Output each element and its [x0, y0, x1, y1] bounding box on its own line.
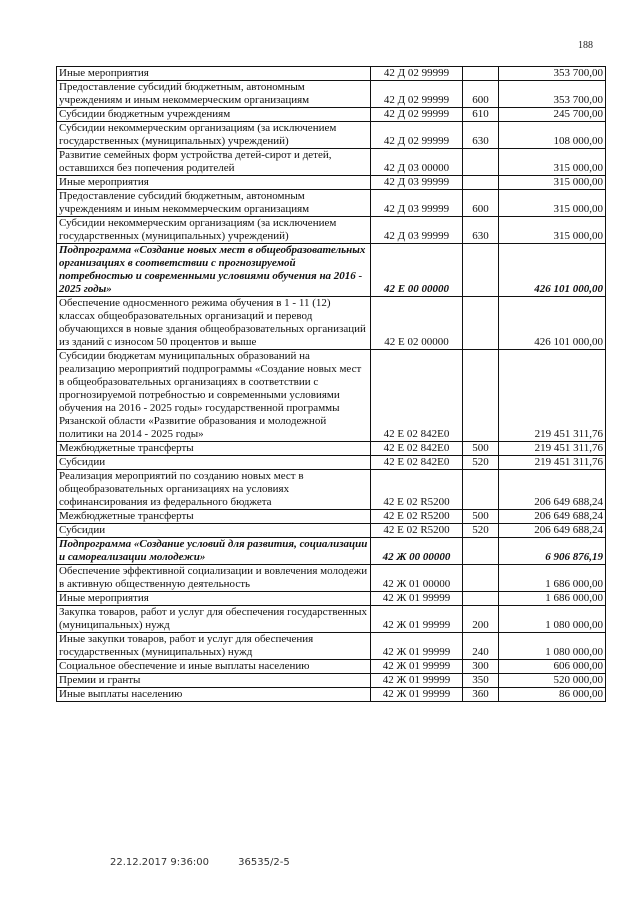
table-row — [57, 633, 606, 660]
table-row — [57, 149, 606, 176]
row-target-code-cell: 42 Ж 01 99999 — [371, 606, 463, 633]
row-expense-type-cell: 630 — [463, 217, 499, 244]
table-row — [57, 442, 606, 456]
row-amount-cell: 206 649 688,24 — [499, 510, 606, 524]
table-row — [57, 524, 606, 538]
row-target-code-cell: 42 Д 02 99999 — [371, 108, 463, 122]
table-row — [57, 297, 606, 350]
table-row — [57, 592, 606, 606]
row-target-code-cell: 42 Е 02 R5200 — [371, 470, 463, 510]
row-amount-cell: 219 451 311,76 — [499, 456, 606, 470]
table-row — [57, 538, 606, 565]
row-expense-type-cell — [463, 565, 499, 592]
row-target-code-cell: 42 Д 02 99999 — [371, 81, 463, 108]
table-row — [57, 688, 606, 702]
row-name-cell: Субсидии некоммерческим организациям (за исключением государственных (муниципальных) учреждений) — [57, 122, 371, 149]
row-expense-type-cell: 600 — [463, 81, 499, 108]
table-row — [57, 674, 606, 688]
row-name-cell: Субсидии бюджетным учреждениям — [57, 108, 371, 122]
row-amount-cell: 206 649 688,24 — [499, 470, 606, 510]
row-amount-cell: 219 451 311,76 — [499, 350, 606, 442]
row-name-cell: Иные закупки товаров, работ и услуг для обеспечения государственных (муниципальных) нужд — [57, 633, 371, 660]
table-row — [57, 217, 606, 244]
row-expense-type-cell: 500 — [463, 442, 499, 456]
row-name-cell: Предоставление субсидий бюджетным, автономным учреждениям и иным некоммерческим организациям — [57, 190, 371, 217]
row-amount-cell: 1 686 000,00 — [499, 592, 606, 606]
row-expense-type-cell — [463, 149, 499, 176]
row-target-code-cell: 42 Д 03 99999 — [371, 190, 463, 217]
row-amount-cell: 426 101 000,00 — [499, 244, 606, 297]
row-expense-type-cell — [463, 67, 499, 81]
row-name-cell: Иные мероприятия — [57, 176, 371, 190]
document-footer — [110, 857, 290, 868]
row-expense-type-cell: 520 — [463, 524, 499, 538]
table-row — [57, 122, 606, 149]
table-row — [57, 108, 606, 122]
row-name-cell: Субсидии некоммерческим организациям (за исключением государственных (муниципальных) учреждений) — [57, 217, 371, 244]
row-expense-type-cell: 200 — [463, 606, 499, 633]
row-expense-type-cell: 500 — [463, 510, 499, 524]
row-target-code-cell: 42 Е 02 842Е0 — [371, 442, 463, 456]
row-amount-cell: 219 451 311,76 — [499, 442, 606, 456]
row-name-cell: Иные мероприятия — [57, 67, 371, 81]
row-name-cell: Межбюджетные трансферты — [57, 510, 371, 524]
table-row — [57, 660, 606, 674]
row-target-code-cell: 42 Ж 01 99999 — [371, 688, 463, 702]
row-target-code-cell: 42 Ж 00 00000 — [371, 538, 463, 565]
row-expense-type-cell — [463, 297, 499, 350]
row-amount-cell: 245 700,00 — [499, 108, 606, 122]
row-name-cell: Развитие семейных форм устройства детей-сирот и детей, оставшихся без попечения родителей — [57, 149, 371, 176]
row-expense-type-cell: 300 — [463, 660, 499, 674]
row-name-cell: Иные мероприятия — [57, 592, 371, 606]
table-row — [57, 176, 606, 190]
row-amount-cell: 206 649 688,24 — [499, 524, 606, 538]
row-name-cell: Премии и гранты — [57, 674, 371, 688]
table-row — [57, 350, 606, 442]
row-name-cell: Подпрограмма «Создание новых мест в общеобразовательных организациях в соответствии с прогнозируемой потребностью и современными условиями обучения на 2016 - 2025 годы» — [57, 244, 371, 297]
row-target-code-cell: 42 Е 00 00000 — [371, 244, 463, 297]
row-name-cell: Закупка товаров, работ и услуг для обеспечения государственных (муниципальных) нужд — [57, 606, 371, 633]
table-row — [57, 470, 606, 510]
row-name-cell: Межбюджетные трансферты — [57, 442, 371, 456]
row-target-code-cell: 42 Ж 01 00000 — [371, 565, 463, 592]
row-target-code-cell: 42 Д 03 99999 — [371, 217, 463, 244]
table-row — [57, 81, 606, 108]
row-target-code-cell: 42 Д 02 99999 — [371, 122, 463, 149]
footer-timestamp: 22.12.2017 9:36:00 — [110, 857, 209, 868]
row-name-cell: Субсидии — [57, 456, 371, 470]
row-expense-type-cell: 610 — [463, 108, 499, 122]
row-amount-cell: 1 080 000,00 — [499, 633, 606, 660]
row-target-code-cell: 42 Е 02 842Е0 — [371, 456, 463, 470]
row-amount-cell: 86 000,00 — [499, 688, 606, 702]
row-expense-type-cell — [463, 176, 499, 190]
row-expense-type-cell: 630 — [463, 122, 499, 149]
row-target-code-cell: 42 Д 02 99999 — [371, 67, 463, 81]
budget-table-body — [57, 67, 606, 702]
row-target-code-cell: 42 Ж 01 99999 — [371, 660, 463, 674]
row-expense-type-cell: 600 — [463, 190, 499, 217]
row-name-cell: Социальное обеспечение и иные выплаты населению — [57, 660, 371, 674]
table-row — [57, 190, 606, 217]
row-amount-cell: 1 686 000,00 — [499, 565, 606, 592]
row-name-cell: Обеспечение односменного режима обучения в 1 - 11 (12) классах общеобразовательных организаций и перевод обучающихся в новые здания общеобразовательных организаций из зданий с износом 50 процентов и выше — [57, 297, 371, 350]
table-row — [57, 565, 606, 592]
table-row — [57, 244, 606, 297]
row-expense-type-cell: 520 — [463, 456, 499, 470]
row-expense-type-cell — [463, 350, 499, 442]
row-name-cell: Иные выплаты населению — [57, 688, 371, 702]
row-name-cell: Субсидии — [57, 524, 371, 538]
row-amount-cell: 315 000,00 — [499, 176, 606, 190]
row-amount-cell: 6 906 876,19 — [499, 538, 606, 565]
footer-document-code: 36535/2-5 — [238, 857, 290, 868]
row-amount-cell: 353 700,00 — [499, 67, 606, 81]
row-amount-cell: 1 080 000,00 — [499, 606, 606, 633]
budget-table — [56, 66, 606, 702]
row-target-code-cell: 42 Е 02 R5200 — [371, 510, 463, 524]
table-row — [57, 67, 606, 81]
row-amount-cell: 315 000,00 — [499, 149, 606, 176]
row-name-cell: Предоставление субсидий бюджетным, автономным учреждениям и иным некоммерческим организациям — [57, 81, 371, 108]
row-name-cell: Субсидии бюджетам муниципальных образований на реализацию мероприятий подпрограммы «Создание новых мест в общеобразовательных организациях в соответствии с прогнозируемой потребностью и современными условиями обучения на 2016 - 2025 годы» государственной программы Рязанской области «Развитие образования и молодежной политики на 2014 - 2025 годы» — [57, 350, 371, 442]
row-expense-type-cell: 360 — [463, 688, 499, 702]
row-name-cell: Обеспечение эффективной социализации и вовлечения молодежи в активную общественную деятельность — [57, 565, 371, 592]
row-target-code-cell: 42 Д 03 00000 — [371, 149, 463, 176]
row-expense-type-cell — [463, 538, 499, 565]
table-row — [57, 456, 606, 470]
row-expense-type-cell: 240 — [463, 633, 499, 660]
row-amount-cell: 520 000,00 — [499, 674, 606, 688]
row-amount-cell: 315 000,00 — [499, 190, 606, 217]
row-target-code-cell: 42 Ж 01 99999 — [371, 674, 463, 688]
row-amount-cell: 108 000,00 — [499, 122, 606, 149]
row-expense-type-cell — [463, 592, 499, 606]
row-target-code-cell: 42 Е 02 00000 — [371, 297, 463, 350]
row-target-code-cell: 42 Д 03 99999 — [371, 176, 463, 190]
row-target-code-cell: 42 Ж 01 99999 — [371, 633, 463, 660]
row-target-code-cell: 42 Ж 01 99999 — [371, 592, 463, 606]
row-amount-cell: 426 101 000,00 — [499, 297, 606, 350]
row-amount-cell: 315 000,00 — [499, 217, 606, 244]
row-amount-cell: 353 700,00 — [499, 81, 606, 108]
row-target-code-cell: 42 Е 02 842Е0 — [371, 350, 463, 442]
row-expense-type-cell: 350 — [463, 674, 499, 688]
row-expense-type-cell — [463, 470, 499, 510]
row-name-cell: Реализация мероприятий по созданию новых мест в общеобразовательных организациях на условиях софинансирования из федерального бюджета — [57, 470, 371, 510]
table-row — [57, 606, 606, 633]
row-expense-type-cell — [463, 244, 499, 297]
page-number: 188 — [578, 40, 593, 51]
row-target-code-cell: 42 Е 02 R5200 — [371, 524, 463, 538]
row-amount-cell: 606 000,00 — [499, 660, 606, 674]
table-row — [57, 510, 606, 524]
row-name-cell: Подпрограмма «Создание условий для развития, социализации и самореализации молодежи» — [57, 538, 371, 565]
